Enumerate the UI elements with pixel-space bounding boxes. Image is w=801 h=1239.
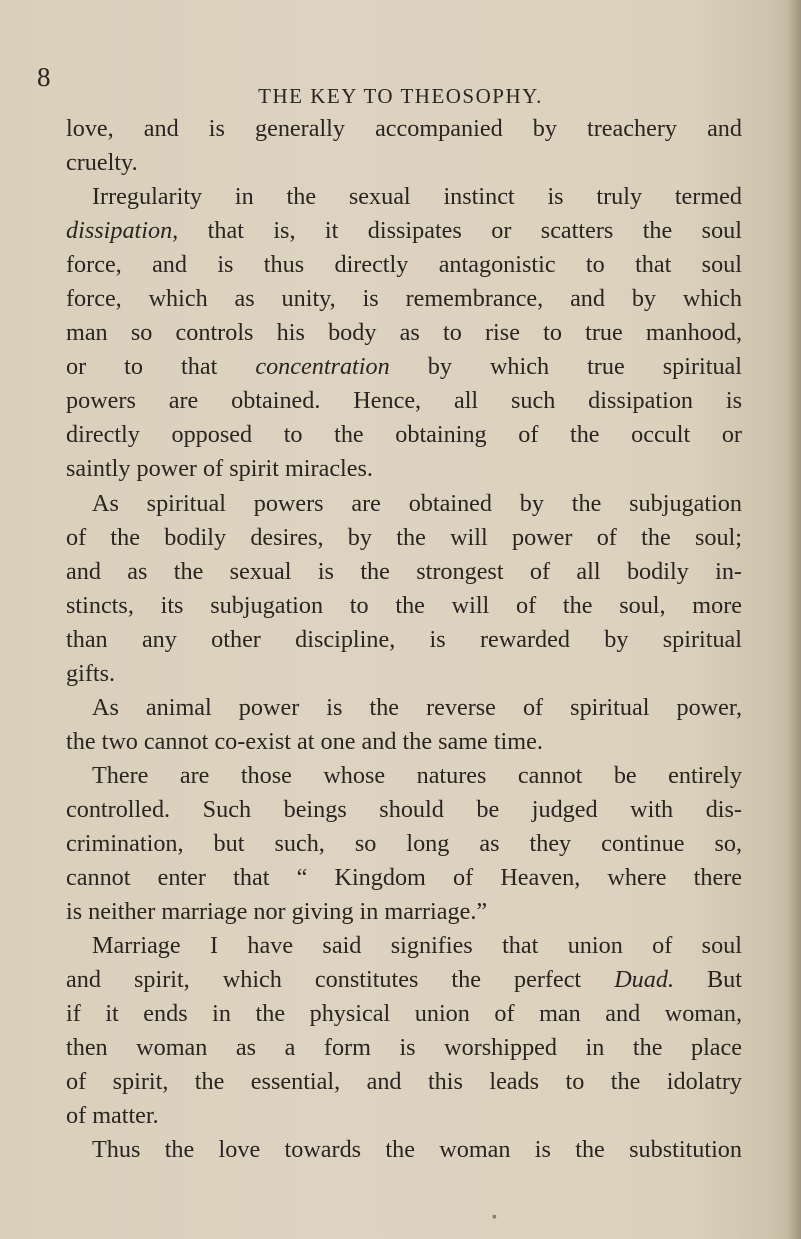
emphasized-word: Duad. bbox=[614, 966, 674, 994]
text-line: Irregularity in the sexual instinct is truly termed bbox=[92, 183, 742, 211]
text-line: love, and is generally accompanied by treachery and bbox=[66, 115, 742, 142]
text-line: saintly power of spirit miracles. bbox=[66, 455, 373, 483]
text-line: if it ends in the physical union of man and woman, bbox=[66, 1000, 742, 1028]
text-line: Thus the love towards the woman is the substitution bbox=[92, 1136, 742, 1164]
text-line: Marriage I have said signifies that union of soul bbox=[92, 932, 742, 960]
emphasized-word: concentration bbox=[255, 353, 390, 381]
text-line: cannot enter that “ Kingdom of Heaven, where there bbox=[66, 864, 742, 892]
text-line: is neither marriage nor giving in marriage.” bbox=[66, 898, 488, 926]
text-line: cruelty. bbox=[66, 149, 138, 177]
page-edge-shadow bbox=[787, 0, 801, 1239]
text-line: stincts, its subjugation to the will of the soul, more bbox=[66, 591, 742, 619]
text-line: crimination, but such, so long as they continue so, bbox=[66, 829, 742, 857]
text-line: force, which as unity, is remembrance, and by which bbox=[66, 285, 742, 313]
text-line: gifts. bbox=[66, 659, 116, 687]
running-title: THE KEY TO THEOSOPHY. bbox=[258, 84, 543, 108]
text-line: then woman as a form is worshipped in the place bbox=[66, 1034, 742, 1062]
text-line: than any other discipline, is rewarded by spiritual bbox=[66, 625, 742, 653]
text-line: of spirit, the essential, and this leads to the idolatry bbox=[66, 1068, 742, 1096]
text-line: man so controls his body as to rise to true manhood, bbox=[66, 319, 742, 347]
text-line: of matter. bbox=[66, 1102, 159, 1130]
text-line: the two cannot co-exist at one and the same time. bbox=[66, 727, 543, 755]
text-line: of the bodily desires, by the will power of the soul; bbox=[66, 523, 742, 551]
text-line: There are those whose natures cannot be entirely bbox=[92, 761, 742, 789]
text-line: directly opposed to the obtaining of the occult or bbox=[66, 421, 742, 449]
text-line: controlled. Such beings should be judged with dis- bbox=[66, 795, 742, 823]
stray-mark: ▪ bbox=[492, 1210, 497, 1225]
text-line: As animal power is the reverse of spiritual power, bbox=[92, 693, 742, 721]
text-line: As spiritual powers are obtained by the subjugation bbox=[92, 489, 742, 517]
text-line: and spirit, which constitutes the perfect Duad. But bbox=[66, 966, 742, 994]
text-line: dissipation, that is, it dissipates or scatters the soul bbox=[66, 217, 742, 245]
emphasized-word: dissipation, bbox=[66, 217, 179, 245]
page-number: 8 bbox=[37, 62, 51, 92]
body-text bbox=[66, 112, 742, 1167]
text-line: and as the sexual is the strongest of all bodily in- bbox=[66, 557, 742, 585]
text-line: force, and is thus directly antagonistic to that soul bbox=[66, 251, 742, 279]
text-line: or to that concentration by which true spiritual bbox=[66, 353, 742, 381]
text-line: powers are obtained. Hence, all such dissipation is bbox=[66, 387, 742, 415]
